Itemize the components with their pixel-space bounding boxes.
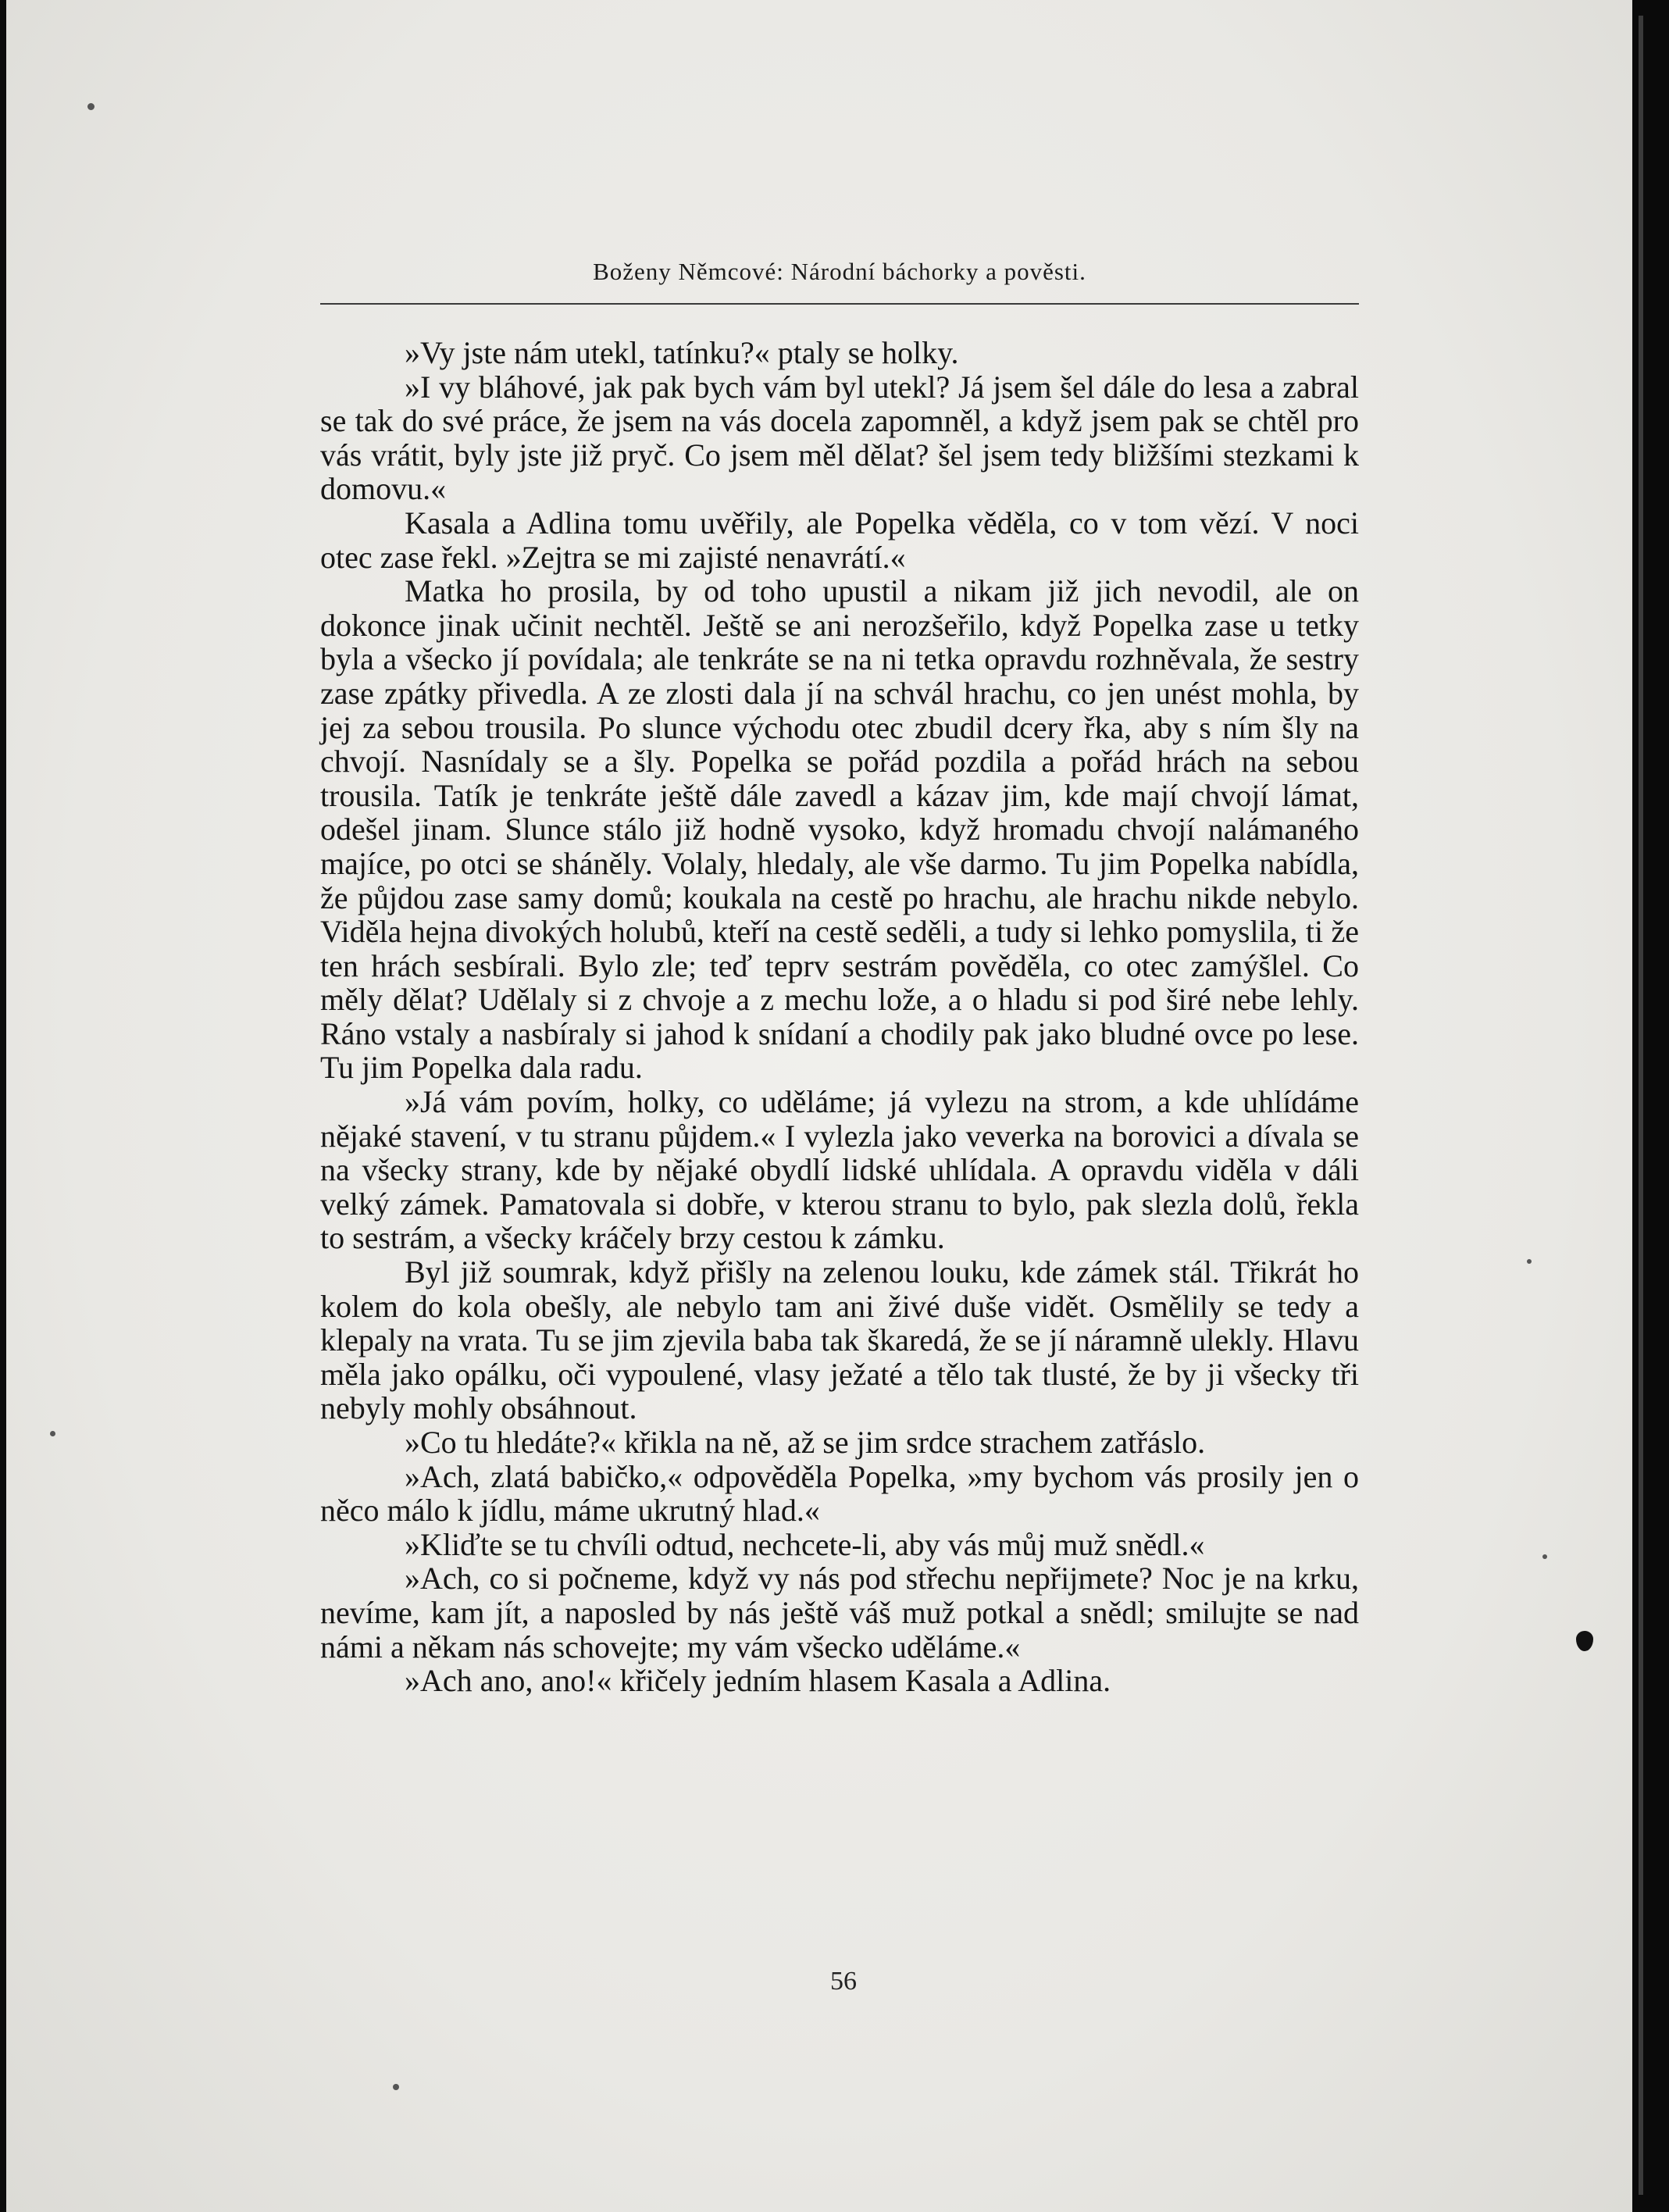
body-text	[320, 336, 1359, 1698]
dust-speck	[1542, 1554, 1547, 1559]
paragraph: »Ach, co si počneme, když vy nás pod střechu nepřijmete? Noc je na krku, nevíme, kam jít, a naposled by nás ještě váš muž potkal a snědl; smilujte se nad námi a někam nás schovejte; my vám všecko uděláme.«	[320, 1561, 1359, 1664]
paragraph: »Co tu hledáte?« křikla na ně, až se jim srdce strachem zatřáslo.	[405, 1425, 1206, 1460]
paragraph: Byl již soumrak, když přišly na zelenou louku, kde zámek stál. Třikrát ho kolem do kola obešly, ale nebylo tam ani živé duše vidět. Osmělily se tedy a klepaly na vrata. Tu se jim zjevila baba tak škaredá, že se jí náramně ulekly. Hlavu měla jako opálku, oči vypoulené, vlasy ježaté a tělo tak tlusté, že by ji všecky tři nebyly mohly obsáhnout.	[320, 1254, 1359, 1426]
paragraph: Kasala a Adlina tomu uvěřily, ale Popelka věděla, co v tom vězí. V noci otec zase řekl. »Zejtra se mi zajisté nenavrátí.«	[320, 505, 1359, 575]
dust-speck	[87, 103, 95, 110]
paragraph: »I vy bláhové, jak pak bych vám byl utekl? Já jsem šel dále do lesa a zabral se tak do své práce, že jsem na vás docela zapomněl, a když jsem pak se chtěl pro vás vrátit, byly jste již pryč. Co jsem měl dělat? šel jsem tedy bližšími stezkami k domovu.«	[320, 369, 1359, 507]
header-rule	[320, 303, 1359, 305]
page-number: 56	[830, 1967, 857, 1996]
paragraph: »Já vám povím, holky, co uděláme; já vylezu na strom, a kde uhlídáme nějaké stavení, v tu stranu půjdem.« I vylezla jako veverka na borovici a dívala se na všecky strany, kde by nějaké obydlí lidské uhlídala. A opravdu viděla v dáli velký zámek. Pamatovala si dobře, v kterou stranu to bylo, pak slezla dolů, řekla to sestrám, a všecky kráčely brzy cestou k zámku.	[320, 1084, 1359, 1256]
paragraph: »Ach, zlatá babičko,« odpověděla Popelka, »my bychom vás prosily jen o něco málo k jídlu, máme ukrutný hlad.«	[320, 1458, 1359, 1529]
page-edge-strip	[1639, 16, 1643, 2195]
dust-speck	[393, 2084, 399, 2090]
paragraph: »Vy jste nám utekl, tatínku?« ptaly se holky.	[405, 335, 959, 370]
paragraph: »Ach ano, ano!« křičely jedním hlasem Kasala a Adlina.	[405, 1663, 1111, 1699]
paragraph: Matka ho prosila, by od toho upustil a nikam již jich nevodil, ale on dokonce jinak učinit nechtěl. Ještě se ani nerozšeřilo, když Popelka zase u tetky byla a všecko jí povídala; ale tenkráte se na ni tetka opravdu rozhněvala, že sestry zase zpátky přivedla. A ze zlosti dala jí na schvál hrachu, co jen unést mohla, by jej za sebou trousila. Po slunce východu otec zbudil dcery řka, aby s ním šly na chvojí. Nasnídaly se a šly. Popelka se pořád pozdila a pořád hrách na sebou trousila. Tatík je tenkráte ještě dále zavedl a kázav jim, kde mají chvojí lámat, odešel jinam. Slunce stálo již hodně vysoko, když hromadu chvojí nalámaného majíce, po otci se sháněly. Volaly, hledaly, ale vše darmo. Tu jim Popelka nabídla, že půjdou zase samy domů; koukala na cestě po hrachu, ale hrachu nikde nebylo. Viděla hejna divokých holubů, kteří na cestě seděli, a tudy si lehko pomyslila, ti že ten hrách sesbírali. Bylo zle; teď teprv sestrám pověděla, co otec zamýšlel. Co měly dělat? Udělaly si z chvoje a z mechu lože, a o hladu si pod širé nebe lehly. Ráno vstaly a nasbíraly si jahod k snídaní a chodily pak jako bludné ovce po lese. Tu jim Popelka dala radu.	[320, 573, 1359, 1086]
running-header: Boženy Němcové: Národní báchorky a pověsti.	[593, 258, 1086, 285]
dust-speck	[50, 1431, 55, 1436]
paragraph: »Kliďte se tu chvíli odtud, nechcete-li, aby vás můj muž snědl.«	[405, 1526, 1205, 1562]
dust-speck	[1527, 1259, 1532, 1264]
